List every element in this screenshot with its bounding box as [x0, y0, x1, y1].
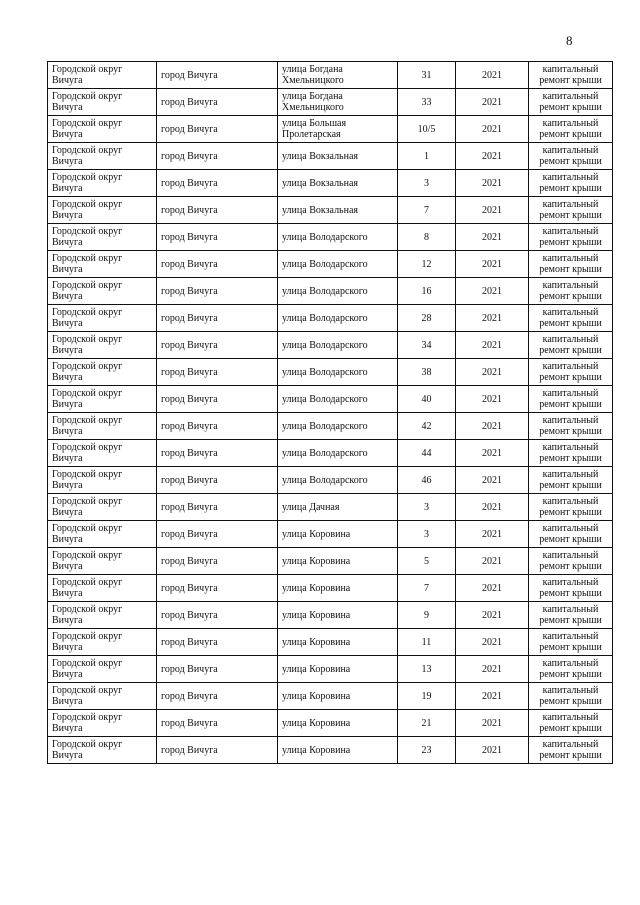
cell-okrug: Городской округ Вичуга: [48, 602, 157, 629]
cell-gorod: город Вичуга: [157, 116, 278, 143]
cell-street: улица Володарского: [278, 224, 398, 251]
cell-house: 9: [398, 602, 456, 629]
cell-gorod: город Вичуга: [157, 575, 278, 602]
table-row: [48, 116, 613, 143]
cell-year: 2021: [456, 548, 529, 575]
cell-street: улица Коровина: [278, 629, 398, 656]
cell-year: 2021: [456, 575, 529, 602]
cell-gorod: город Вичуга: [157, 197, 278, 224]
cell-street: улица Дачная: [278, 494, 398, 521]
cell-house: 7: [398, 575, 456, 602]
cell-year: 2021: [456, 710, 529, 737]
cell-year: 2021: [456, 386, 529, 413]
cell-work: капитальный ремонт крыши: [529, 467, 613, 494]
cell-house: 7: [398, 197, 456, 224]
cell-year: 2021: [456, 413, 529, 440]
table-row: [48, 170, 613, 197]
cell-work: капитальный ремонт крыши: [529, 656, 613, 683]
cell-year: 2021: [456, 332, 529, 359]
cell-year: 2021: [456, 656, 529, 683]
cell-house: 42: [398, 413, 456, 440]
cell-house: 19: [398, 683, 456, 710]
table-row: [48, 737, 613, 764]
cell-street: улица Володарского: [278, 359, 398, 386]
table-row: [48, 251, 613, 278]
cell-gorod: город Вичуга: [157, 710, 278, 737]
cell-work: капитальный ремонт крыши: [529, 494, 613, 521]
cell-gorod: город Вичуга: [157, 359, 278, 386]
cell-house: 13: [398, 656, 456, 683]
cell-okrug: Городской округ Вичуга: [48, 224, 157, 251]
cell-year: 2021: [456, 143, 529, 170]
cell-gorod: город Вичуга: [157, 683, 278, 710]
cell-year: 2021: [456, 629, 529, 656]
cell-gorod: город Вичуга: [157, 467, 278, 494]
cell-year: 2021: [456, 440, 529, 467]
cell-okrug: Городской округ Вичуга: [48, 143, 157, 170]
cell-year: 2021: [456, 494, 529, 521]
cell-work: капитальный ремонт крыши: [529, 683, 613, 710]
cell-okrug: Городской округ Вичуга: [48, 116, 157, 143]
cell-house: 3: [398, 170, 456, 197]
cell-work: капитальный ремонт крыши: [529, 359, 613, 386]
cell-street: улица Коровина: [278, 683, 398, 710]
cell-work: капитальный ремонт крыши: [529, 116, 613, 143]
cell-work: капитальный ремонт крыши: [529, 62, 613, 89]
cell-gorod: город Вичуга: [157, 62, 278, 89]
cell-work: капитальный ремонт крыши: [529, 386, 613, 413]
cell-gorod: город Вичуга: [157, 224, 278, 251]
table-row: [48, 359, 613, 386]
cell-work: капитальный ремонт крыши: [529, 251, 613, 278]
cell-house: 33: [398, 89, 456, 116]
cell-year: 2021: [456, 224, 529, 251]
table-row: [48, 62, 613, 89]
table-row: [48, 602, 613, 629]
cell-house: 5: [398, 548, 456, 575]
cell-year: 2021: [456, 116, 529, 143]
cell-street: улица Коровина: [278, 521, 398, 548]
cell-year: 2021: [456, 305, 529, 332]
cell-year: 2021: [456, 197, 529, 224]
table-row: [48, 629, 613, 656]
cell-okrug: Городской округ Вичуга: [48, 197, 157, 224]
cell-gorod: город Вичуга: [157, 332, 278, 359]
cell-okrug: Городской округ Вичуга: [48, 89, 157, 116]
cell-work: капитальный ремонт крыши: [529, 710, 613, 737]
cell-year: 2021: [456, 278, 529, 305]
cell-okrug: Городской округ Вичуга: [48, 575, 157, 602]
cell-work: капитальный ремонт крыши: [529, 143, 613, 170]
cell-year: 2021: [456, 359, 529, 386]
cell-street: улица Коровина: [278, 548, 398, 575]
table-row: [48, 89, 613, 116]
roof-repair-table: [47, 61, 613, 764]
cell-house: 38: [398, 359, 456, 386]
table-row: [48, 683, 613, 710]
cell-gorod: город Вичуга: [157, 305, 278, 332]
table-row: [48, 440, 613, 467]
table-row: [48, 710, 613, 737]
cell-street: улица Вокзальная: [278, 170, 398, 197]
table-row: [48, 305, 613, 332]
table-row: [48, 467, 613, 494]
table-row: [48, 386, 613, 413]
cell-work: капитальный ремонт крыши: [529, 197, 613, 224]
cell-work: капитальный ремонт крыши: [529, 170, 613, 197]
cell-street: улица Володарского: [278, 278, 398, 305]
cell-house: 10/5: [398, 116, 456, 143]
cell-year: 2021: [456, 683, 529, 710]
cell-okrug: Городской округ Вичуга: [48, 332, 157, 359]
cell-street: улица Володарского: [278, 251, 398, 278]
cell-street: улица Володарского: [278, 332, 398, 359]
cell-street: улица Богдана Хмельницкого: [278, 89, 398, 116]
cell-gorod: город Вичуга: [157, 386, 278, 413]
cell-street: улица Коровина: [278, 602, 398, 629]
cell-street: улица Коровина: [278, 737, 398, 764]
cell-gorod: город Вичуга: [157, 548, 278, 575]
cell-house: 16: [398, 278, 456, 305]
cell-house: 8: [398, 224, 456, 251]
cell-gorod: город Вичуга: [157, 737, 278, 764]
cell-street: улица Вокзальная: [278, 197, 398, 224]
cell-okrug: Городской округ Вичуга: [48, 305, 157, 332]
cell-okrug: Городской округ Вичуга: [48, 359, 157, 386]
cell-street: улица Володарского: [278, 467, 398, 494]
cell-okrug: Городской округ Вичуга: [48, 251, 157, 278]
cell-house: 31: [398, 62, 456, 89]
cell-work: капитальный ремонт крыши: [529, 602, 613, 629]
cell-gorod: город Вичуга: [157, 440, 278, 467]
cell-okrug: Городской округ Вичуга: [48, 629, 157, 656]
table-row: [48, 521, 613, 548]
cell-gorod: город Вичуга: [157, 602, 278, 629]
cell-street: улица Богдана Хмельницкого: [278, 62, 398, 89]
cell-work: капитальный ремонт крыши: [529, 521, 613, 548]
cell-gorod: город Вичуга: [157, 278, 278, 305]
cell-house: 3: [398, 521, 456, 548]
cell-work: капитальный ремонт крыши: [529, 224, 613, 251]
cell-house: 11: [398, 629, 456, 656]
cell-gorod: город Вичуга: [157, 413, 278, 440]
cell-okrug: Городской округ Вичуга: [48, 440, 157, 467]
cell-year: 2021: [456, 89, 529, 116]
cell-work: капитальный ремонт крыши: [529, 89, 613, 116]
cell-okrug: Городской округ Вичуга: [48, 413, 157, 440]
cell-gorod: город Вичуга: [157, 629, 278, 656]
cell-okrug: Городской округ Вичуга: [48, 494, 157, 521]
table-row: [48, 575, 613, 602]
cell-work: капитальный ремонт крыши: [529, 440, 613, 467]
cell-work: капитальный ремонт крыши: [529, 575, 613, 602]
cell-street: улица Володарского: [278, 440, 398, 467]
table-body: [48, 62, 613, 764]
cell-gorod: город Вичуга: [157, 143, 278, 170]
cell-okrug: Городской округ Вичуга: [48, 278, 157, 305]
cell-okrug: Городской округ Вичуга: [48, 521, 157, 548]
cell-work: капитальный ремонт крыши: [529, 305, 613, 332]
cell-okrug: Городской округ Вичуга: [48, 710, 157, 737]
cell-work: капитальный ремонт крыши: [529, 332, 613, 359]
cell-work: капитальный ремонт крыши: [529, 737, 613, 764]
cell-house: 23: [398, 737, 456, 764]
cell-work: капитальный ремонт крыши: [529, 278, 613, 305]
table-row: [48, 278, 613, 305]
cell-work: капитальный ремонт крыши: [529, 629, 613, 656]
cell-street: улица Вокзальная: [278, 143, 398, 170]
cell-house: 3: [398, 494, 456, 521]
table-row: [48, 413, 613, 440]
cell-work: капитальный ремонт крыши: [529, 413, 613, 440]
cell-house: 34: [398, 332, 456, 359]
table-row: [48, 197, 613, 224]
cell-house: 21: [398, 710, 456, 737]
table-row: [48, 494, 613, 521]
cell-year: 2021: [456, 467, 529, 494]
cell-street: улица Володарского: [278, 413, 398, 440]
cell-street: улица Коровина: [278, 710, 398, 737]
cell-gorod: город Вичуга: [157, 494, 278, 521]
cell-year: 2021: [456, 170, 529, 197]
cell-year: 2021: [456, 602, 529, 629]
table-row: [48, 656, 613, 683]
cell-house: 28: [398, 305, 456, 332]
table-row: [48, 548, 613, 575]
cell-gorod: город Вичуга: [157, 656, 278, 683]
cell-okrug: Городской округ Вичуга: [48, 170, 157, 197]
cell-okrug: Городской округ Вичуга: [48, 386, 157, 413]
cell-year: 2021: [456, 521, 529, 548]
page-number: 8: [566, 33, 573, 48]
cell-gorod: город Вичуга: [157, 521, 278, 548]
cell-street: улица Коровина: [278, 656, 398, 683]
cell-okrug: Городской округ Вичуга: [48, 683, 157, 710]
table-row: [48, 224, 613, 251]
cell-house: 40: [398, 386, 456, 413]
cell-house: 12: [398, 251, 456, 278]
cell-gorod: город Вичуга: [157, 251, 278, 278]
cell-year: 2021: [456, 737, 529, 764]
cell-okrug: Городской округ Вичуга: [48, 467, 157, 494]
cell-okrug: Городской округ Вичуга: [48, 656, 157, 683]
cell-year: 2021: [456, 251, 529, 278]
cell-work: капитальный ремонт крыши: [529, 548, 613, 575]
cell-street: улица Большая Пролетарская: [278, 116, 398, 143]
cell-street: улица Коровина: [278, 575, 398, 602]
cell-okrug: Городской округ Вичуга: [48, 548, 157, 575]
cell-house: 1: [398, 143, 456, 170]
cell-house: 44: [398, 440, 456, 467]
cell-okrug: Городской округ Вичуга: [48, 62, 157, 89]
cell-year: 2021: [456, 62, 529, 89]
cell-okrug: Городской округ Вичуга: [48, 737, 157, 764]
cell-gorod: город Вичуга: [157, 170, 278, 197]
cell-street: улица Володарского: [278, 386, 398, 413]
table-row: [48, 332, 613, 359]
table-row: [48, 143, 613, 170]
cell-house: 46: [398, 467, 456, 494]
cell-gorod: город Вичуга: [157, 89, 278, 116]
cell-street: улица Володарского: [278, 305, 398, 332]
